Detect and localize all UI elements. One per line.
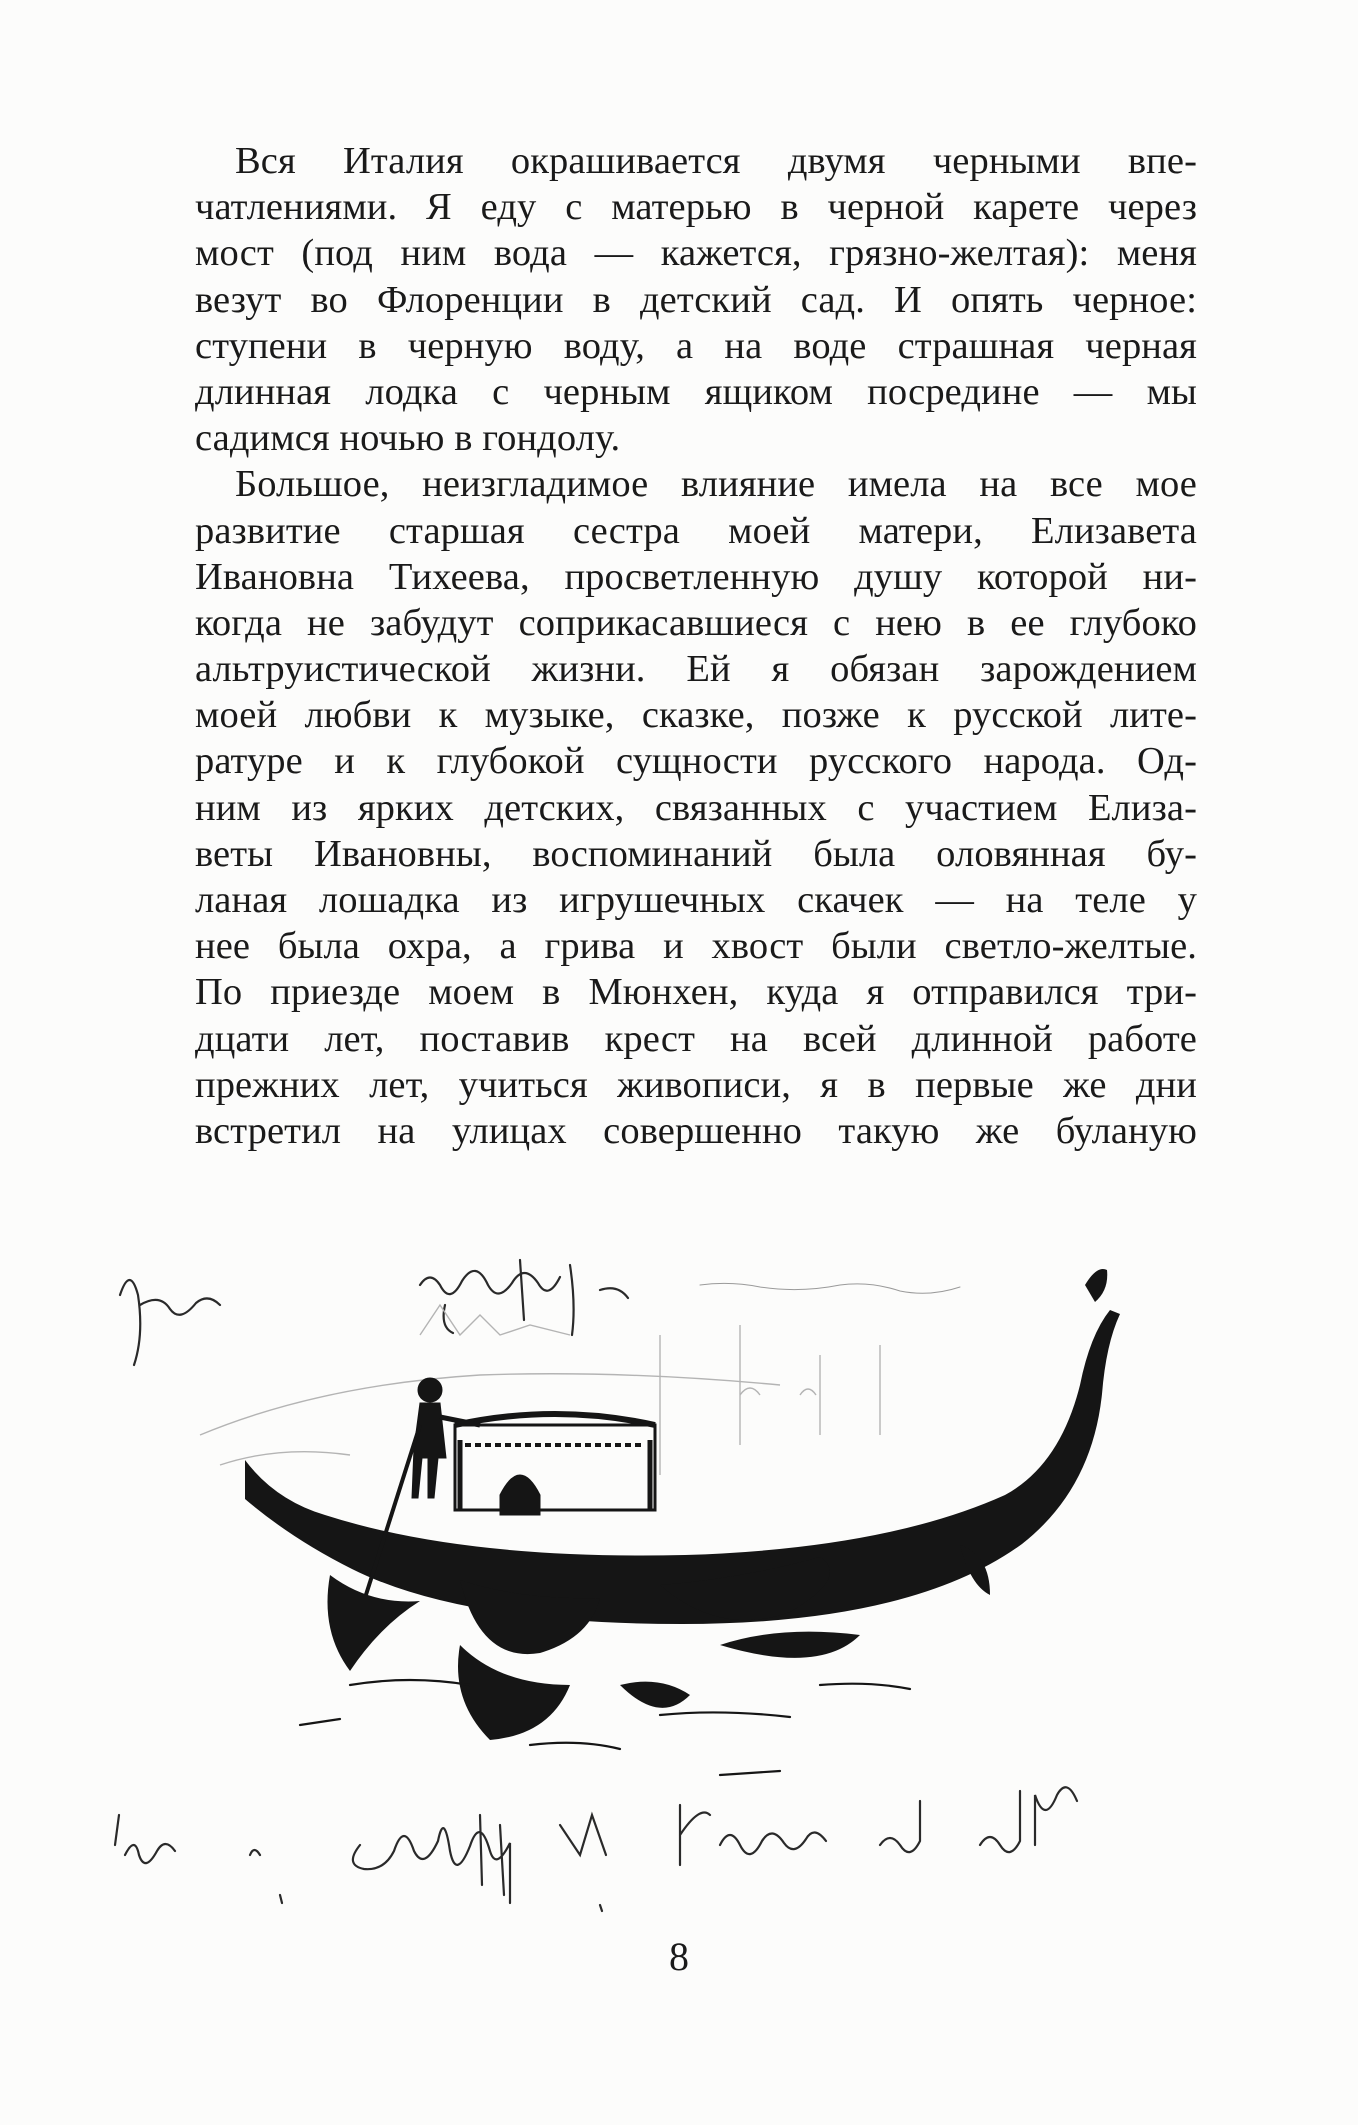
text-line: Ивановна Тихеева, просветленную душу которой ни- xyxy=(195,555,1197,598)
text-line: моей любви к музыке, сказке, позже к русской лите- xyxy=(195,694,1197,737)
text-line: дцати лет, поставив крест на всей длинной работе xyxy=(195,1017,1197,1060)
handwriting-bottom xyxy=(115,1787,1077,1911)
gondola-hull xyxy=(245,1269,1120,1624)
text-line: длинная лодка с черным ящиком посредине — мы xyxy=(195,370,1197,413)
text-line: чатлениями. Я еду с матерью в черной карете через xyxy=(195,186,1197,229)
text-line: когда не забудут соприкасавшиеся с нею в ее глубоко xyxy=(195,601,1197,644)
text-line: альтруистической жизни. Ей я обязан зарождением xyxy=(195,648,1197,691)
handwriting-top xyxy=(120,1260,960,1365)
text-line: Большое, неизгладимое влияние имела на все мое xyxy=(235,463,1197,506)
text-line: мост (под ним вода — кажется, грязно-желтая): меня xyxy=(195,232,1197,275)
text-line: развитие старшая сестра моей матери, Елизавета xyxy=(195,509,1197,552)
gondola-sketch xyxy=(100,1245,1300,1925)
body-text xyxy=(195,138,1197,1154)
text-line: садимся ночью в гондолу. xyxy=(195,417,621,460)
text-line: ним из ярких детских, связанных с участием Елиза- xyxy=(195,786,1197,829)
text-line: ратуре и к глубокой сущности русского народа. Од- xyxy=(195,740,1197,783)
text-line: ступени в черную воду, а на воде страшная черная xyxy=(195,324,1197,367)
text-line: встретил на улицах совершенно такую же буланую xyxy=(195,1109,1197,1152)
text-line: Вся Италия окрашивается двумя черными впе- xyxy=(235,140,1197,182)
page-number: 8 xyxy=(669,1934,689,1979)
text-line: веты Ивановны, воспоминаний была оловянная бу- xyxy=(195,832,1197,875)
text-line: ланая лошадка из игрушечных скачек — на теле у xyxy=(195,879,1197,921)
text-line: По приезде моем в Мюнхен, куда я отправился три- xyxy=(195,971,1197,1014)
water-ripples xyxy=(300,1680,910,1775)
text-line: прежних лет, учиться живописи, я в первые же дни xyxy=(195,1063,1197,1106)
text-line: везут во Флоренции в детский сад. И опять черное: xyxy=(195,278,1197,321)
felze-cabin xyxy=(455,1414,655,1515)
text-line: нее была охра, а грива и хвост были светло-желтые. xyxy=(195,925,1197,968)
